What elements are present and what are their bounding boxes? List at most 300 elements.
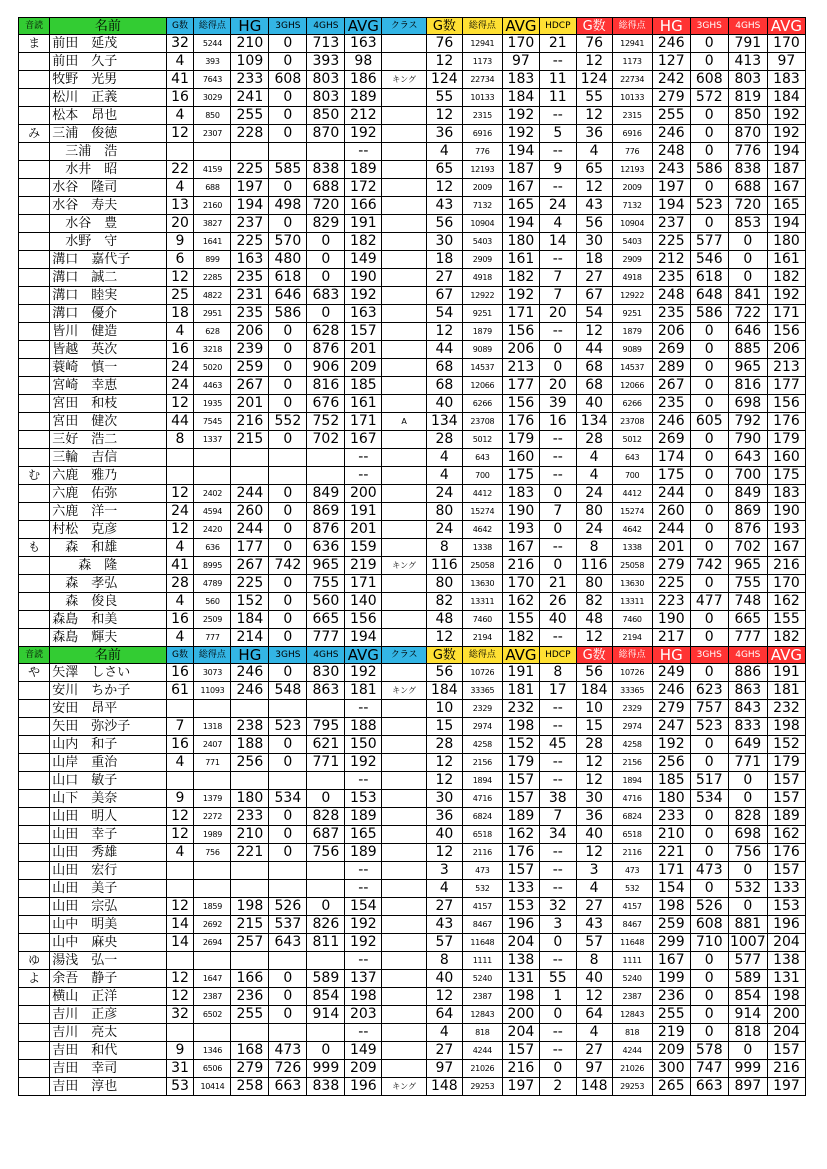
class-cell <box>382 970 427 988</box>
initial-cell <box>19 1078 50 1096</box>
4g-high-series-3-cell: 999 <box>728 1060 767 1078</box>
header-hg1: HG <box>231 18 269 35</box>
average-2-cell: 152 <box>502 736 539 754</box>
4g-high-series-3-cell: 869 <box>728 503 767 521</box>
games-cell: 16 <box>166 341 194 359</box>
high-game-3-cell: 260 <box>652 503 690 521</box>
name-cell: 安田 昂平 <box>50 700 166 718</box>
high-game-cell: 215 <box>231 916 269 934</box>
name-cell: 山中 明美 <box>50 916 166 934</box>
high-game-3-cell: 175 <box>652 467 690 485</box>
games-cell: 31 <box>166 1060 194 1078</box>
total-points-3-cell: 33365 <box>612 682 652 700</box>
average-cell: 163 <box>345 305 382 323</box>
class-cell <box>382 53 427 71</box>
high-game-cell <box>231 772 269 790</box>
high-game-3-cell: 269 <box>652 431 690 449</box>
initial-cell <box>19 736 50 754</box>
4g-high-series-3-cell: 698 <box>728 826 767 844</box>
average-3-cell: 176 <box>767 413 805 431</box>
table-row <box>19 1006 806 1024</box>
total-points-2-cell: 5403 <box>462 233 502 251</box>
total-points-cell: 1647 <box>194 970 231 988</box>
4g-high-series-3-cell: 0 <box>728 898 767 916</box>
3g-high-series-3-cell: 0 <box>690 521 728 539</box>
initial-cell: よ <box>19 970 50 988</box>
4g-high-series-cell: 828 <box>307 808 345 826</box>
total-points-2-cell: 643 <box>462 449 502 467</box>
3g-high-series-3-cell: 757 <box>690 700 728 718</box>
name-cell: 皆越 英次 <box>50 341 166 359</box>
class-cell <box>382 233 427 251</box>
handicap-cell: 9 <box>539 161 576 179</box>
average-2-cell: 165 <box>502 197 539 215</box>
4g-high-series-cell: 560 <box>307 593 345 611</box>
games-2-cell: 80 <box>426 503 462 521</box>
3g-high-series-3-cell: 477 <box>690 593 728 611</box>
handicap-cell: 0 <box>539 485 576 503</box>
3g-high-series-cell: 586 <box>269 305 307 323</box>
4g-high-series-3-cell: 0 <box>728 772 767 790</box>
games-3-cell: 4 <box>576 1024 612 1042</box>
games-2-cell: 12 <box>426 629 462 647</box>
high-game-cell: 259 <box>231 359 269 377</box>
table-row <box>19 862 806 880</box>
class-cell <box>382 844 427 862</box>
games-2-cell: 82 <box>426 593 462 611</box>
table-row <box>19 233 806 251</box>
initial-cell <box>19 89 50 107</box>
average-2-cell: 192 <box>502 287 539 305</box>
handicap-cell: -- <box>539 862 576 880</box>
high-game-cell: 216 <box>231 413 269 431</box>
handicap-cell: 32 <box>539 898 576 916</box>
total-points-cell: 628 <box>194 323 231 341</box>
handicap-cell: 7 <box>539 808 576 826</box>
table-row <box>19 826 806 844</box>
handicap-cell: -- <box>539 844 576 862</box>
games-cell: 4 <box>166 107 194 125</box>
3g-high-series-3-cell: 0 <box>690 808 728 826</box>
games-2-cell: 12 <box>426 844 462 862</box>
table-row <box>19 53 806 71</box>
average-3-cell: 193 <box>767 521 805 539</box>
games-3-cell: 8 <box>576 539 612 557</box>
class-cell <box>382 934 427 952</box>
total-points-2-cell: 23708 <box>462 413 502 431</box>
4g-high-series-cell <box>307 467 345 485</box>
average-2-cell: 138 <box>502 952 539 970</box>
initial-cell <box>19 251 50 269</box>
table-row <box>19 161 806 179</box>
total-points-cell <box>194 952 231 970</box>
header-g4hs3: 4GHS <box>728 647 767 664</box>
games-3-cell: 65 <box>576 161 612 179</box>
header-avg1: AVG <box>345 647 382 664</box>
initial-cell <box>19 215 50 233</box>
total-points-2-cell: 4157 <box>462 898 502 916</box>
games-3-cell: 12 <box>576 754 612 772</box>
3g-high-series-3-cell: 608 <box>690 71 728 89</box>
3g-high-series-cell: 0 <box>269 503 307 521</box>
games-cell: 7 <box>166 718 194 736</box>
high-game-cell: 235 <box>231 269 269 287</box>
high-game-3-cell: 199 <box>652 970 690 988</box>
games-2-cell: 12 <box>426 772 462 790</box>
games-3-cell: 28 <box>576 431 612 449</box>
games-3-cell: 18 <box>576 251 612 269</box>
total-points-2-cell: 2009 <box>462 179 502 197</box>
4g-high-series-3-cell: 838 <box>728 161 767 179</box>
total-points-cell: 7643 <box>194 71 231 89</box>
games-2-cell: 4 <box>426 467 462 485</box>
games-3-cell: 80 <box>576 575 612 593</box>
total-points-cell: 1935 <box>194 395 231 413</box>
average-3-cell: 216 <box>767 1060 805 1078</box>
high-game-cell: 188 <box>231 736 269 754</box>
games-cell: 8 <box>166 431 194 449</box>
games-3-cell: 12 <box>576 844 612 862</box>
high-game-cell: 237 <box>231 215 269 233</box>
total-points-3-cell: 2329 <box>612 700 652 718</box>
total-points-2-cell: 1894 <box>462 772 502 790</box>
4g-high-series-cell: 803 <box>307 89 345 107</box>
4g-high-series-cell: 589 <box>307 970 345 988</box>
high-game-3-cell: 225 <box>652 233 690 251</box>
header-initial: 音読 <box>19 647 50 664</box>
4g-high-series-3-cell: 698 <box>728 395 767 413</box>
handicap-cell: 40 <box>539 611 576 629</box>
average-2-cell: 176 <box>502 413 539 431</box>
total-points-cell: 6506 <box>194 1060 231 1078</box>
initial-cell <box>19 197 50 215</box>
4g-high-series-cell: 795 <box>307 718 345 736</box>
4g-high-series-3-cell: 885 <box>728 341 767 359</box>
average-3-cell: 171 <box>767 305 805 323</box>
games-2-cell: 4 <box>426 449 462 467</box>
total-points-cell: 3073 <box>194 664 231 682</box>
high-game-3-cell: 210 <box>652 826 690 844</box>
name-cell: 村松 克彦 <box>50 521 166 539</box>
class-cell <box>382 143 427 161</box>
high-game-cell: 267 <box>231 557 269 575</box>
4g-high-series-3-cell: 0 <box>728 862 767 880</box>
total-points-2-cell: 2194 <box>462 629 502 647</box>
3g-high-series-cell: 726 <box>269 1060 307 1078</box>
average-3-cell: 152 <box>767 736 805 754</box>
4g-high-series-3-cell: 577 <box>728 952 767 970</box>
handicap-cell: -- <box>539 880 576 898</box>
games-3-cell: 184 <box>576 682 612 700</box>
table-row <box>19 35 806 53</box>
4g-high-series-3-cell: 881 <box>728 916 767 934</box>
4g-high-series-cell: 665 <box>307 611 345 629</box>
4g-high-series-cell: 999 <box>307 1060 345 1078</box>
4g-high-series-3-cell: 755 <box>728 575 767 593</box>
high-game-3-cell: 259 <box>652 916 690 934</box>
average-3-cell: 187 <box>767 161 805 179</box>
header-cls: クラス <box>382 647 427 664</box>
total-points-3-cell: 2387 <box>612 988 652 1006</box>
3g-high-series-3-cell: 0 <box>690 125 728 143</box>
average-cell: 98 <box>345 53 382 71</box>
initial-cell <box>19 1006 50 1024</box>
high-game-cell: 267 <box>231 377 269 395</box>
games-3-cell: 4 <box>576 143 612 161</box>
name-cell: 牧野 光男 <box>50 71 166 89</box>
handicap-cell: -- <box>539 179 576 197</box>
games-2-cell: 4 <box>426 1024 462 1042</box>
total-points-2-cell: 2974 <box>462 718 502 736</box>
total-points-2-cell: 12066 <box>462 377 502 395</box>
total-points-3-cell: 6824 <box>612 808 652 826</box>
average-cell: 137 <box>345 970 382 988</box>
average-cell: 194 <box>345 629 382 647</box>
handicap-cell: -- <box>539 1042 576 1060</box>
4g-high-series-cell: 816 <box>307 377 345 395</box>
total-points-2-cell: 2315 <box>462 107 502 125</box>
average-3-cell: 194 <box>767 215 805 233</box>
high-game-3-cell: 267 <box>652 377 690 395</box>
average-cell: 156 <box>345 611 382 629</box>
4g-high-series-cell: 636 <box>307 539 345 557</box>
initial-cell <box>19 521 50 539</box>
average-cell: 165 <box>345 826 382 844</box>
name-cell: 山田 明人 <box>50 808 166 826</box>
average-3-cell: 97 <box>767 53 805 71</box>
3g-high-series-cell: 0 <box>269 808 307 826</box>
average-3-cell: 180 <box>767 233 805 251</box>
games-3-cell: 116 <box>576 557 612 575</box>
3g-high-series-3-cell: 747 <box>690 1060 728 1078</box>
total-points-3-cell: 4716 <box>612 790 652 808</box>
4g-high-series-3-cell: 413 <box>728 53 767 71</box>
average-2-cell: 182 <box>502 629 539 647</box>
total-points-2-cell: 1111 <box>462 952 502 970</box>
3g-high-series-cell: 663 <box>269 1078 307 1096</box>
table-row <box>19 197 806 215</box>
4g-high-series-cell: 628 <box>307 323 345 341</box>
average-cell: 192 <box>345 664 382 682</box>
name-cell: 山田 美子 <box>50 880 166 898</box>
name-cell: 山田 秀雄 <box>50 844 166 862</box>
4g-high-series-cell <box>307 449 345 467</box>
table-row <box>19 323 806 341</box>
4g-high-series-cell: 0 <box>307 305 345 323</box>
handicap-cell: -- <box>539 754 576 772</box>
header-hg1: HG <box>231 647 269 664</box>
average-3-cell: 162 <box>767 593 805 611</box>
handicap-cell: 38 <box>539 790 576 808</box>
class-cell: キング <box>382 682 427 700</box>
average-3-cell: 179 <box>767 754 805 772</box>
total-points-3-cell: 700 <box>612 467 652 485</box>
average-cell: 192 <box>345 916 382 934</box>
3g-high-series-3-cell: 0 <box>690 880 728 898</box>
games-3-cell: 40 <box>576 970 612 988</box>
header-avg3: AVG <box>767 647 805 664</box>
total-points-2-cell: 14537 <box>462 359 502 377</box>
high-game-cell: 246 <box>231 664 269 682</box>
4g-high-series-3-cell: 897 <box>728 1078 767 1096</box>
average-3-cell: 177 <box>767 377 805 395</box>
3g-high-series-cell: 526 <box>269 898 307 916</box>
handicap-cell: 14 <box>539 233 576 251</box>
4g-high-series-3-cell: 841 <box>728 287 767 305</box>
total-points-3-cell: 12941 <box>612 35 652 53</box>
average-3-cell: 197 <box>767 1078 805 1096</box>
handicap-cell: 34 <box>539 826 576 844</box>
high-game-cell: 235 <box>231 305 269 323</box>
3g-high-series-3-cell: 0 <box>690 323 728 341</box>
name-cell: 溝口 嘉代子 <box>50 251 166 269</box>
total-points-2-cell: 4642 <box>462 521 502 539</box>
total-points-3-cell: 10133 <box>612 89 652 107</box>
3g-high-series-3-cell: 577 <box>690 233 728 251</box>
initial-cell <box>19 179 50 197</box>
total-points-cell: 10414 <box>194 1078 231 1096</box>
total-points-cell: 2509 <box>194 611 231 629</box>
average-cell: 201 <box>345 341 382 359</box>
high-game-cell: 221 <box>231 844 269 862</box>
average-cell: 189 <box>345 844 382 862</box>
games-2-cell: 28 <box>426 736 462 754</box>
average-cell: 149 <box>345 251 382 269</box>
name-cell: 三好 浩二 <box>50 431 166 449</box>
name-cell: 矢田 弥沙子 <box>50 718 166 736</box>
total-points-3-cell: 1173 <box>612 53 652 71</box>
games-2-cell: 12 <box>426 988 462 1006</box>
average-3-cell: 157 <box>767 862 805 880</box>
games-3-cell: 12 <box>576 988 612 1006</box>
high-game-cell: 210 <box>231 826 269 844</box>
class-cell <box>382 1006 427 1024</box>
total-points-3-cell: 12193 <box>612 161 652 179</box>
high-game-3-cell: 201 <box>652 539 690 557</box>
average-cell: 153 <box>345 790 382 808</box>
4g-high-series-cell: 876 <box>307 341 345 359</box>
handicap-cell: -- <box>539 251 576 269</box>
high-game-3-cell: 223 <box>652 593 690 611</box>
games-cell: 24 <box>166 503 194 521</box>
games-2-cell: 54 <box>426 305 462 323</box>
name-cell: 吉田 和代 <box>50 1042 166 1060</box>
3g-high-series-cell: 0 <box>269 1006 307 1024</box>
total-points-2-cell: 10726 <box>462 664 502 682</box>
table-row <box>19 557 806 575</box>
handicap-cell: 7 <box>539 287 576 305</box>
3g-high-series-cell: 0 <box>269 754 307 772</box>
4g-high-series-cell: 914 <box>307 1006 345 1024</box>
4g-high-series-cell: 965 <box>307 557 345 575</box>
initial-cell: ゆ <box>19 952 50 970</box>
total-points-cell: 4463 <box>194 377 231 395</box>
high-game-3-cell: 265 <box>652 1078 690 1096</box>
games-3-cell: 56 <box>576 215 612 233</box>
table-row <box>19 1042 806 1060</box>
initial-cell: み <box>19 125 50 143</box>
class-cell <box>382 305 427 323</box>
3g-high-series-3-cell: 0 <box>690 1024 728 1042</box>
3g-high-series-cell: 570 <box>269 233 307 251</box>
name-cell: 溝口 誠二 <box>50 269 166 287</box>
high-game-3-cell: 255 <box>652 107 690 125</box>
3g-high-series-3-cell: 523 <box>690 197 728 215</box>
table-row <box>19 611 806 629</box>
3g-high-series-3-cell: 0 <box>690 341 728 359</box>
average-2-cell: 216 <box>502 1060 539 1078</box>
average-cell: 189 <box>345 161 382 179</box>
initial-cell <box>19 323 50 341</box>
games-cell <box>166 952 194 970</box>
high-game-cell: 214 <box>231 629 269 647</box>
average-2-cell: 167 <box>502 179 539 197</box>
handicap-cell: 20 <box>539 305 576 323</box>
high-game-cell: 177 <box>231 539 269 557</box>
average-2-cell: 204 <box>502 1024 539 1042</box>
total-points-2-cell: 2116 <box>462 844 502 862</box>
3g-high-series-cell <box>269 1024 307 1042</box>
high-game-cell: 197 <box>231 179 269 197</box>
average-2-cell: 198 <box>502 718 539 736</box>
4g-high-series-cell: 854 <box>307 988 345 1006</box>
high-game-3-cell: 242 <box>652 71 690 89</box>
3g-high-series-cell: 0 <box>269 323 307 341</box>
class-cell <box>382 826 427 844</box>
total-points-cell: 771 <box>194 754 231 772</box>
initial-cell <box>19 485 50 503</box>
name-cell: 皆川 健造 <box>50 323 166 341</box>
total-points-3-cell: 12922 <box>612 287 652 305</box>
name-cell: 余吾 静子 <box>50 970 166 988</box>
games-cell: 12 <box>166 898 194 916</box>
name-cell: 三輪 吉信 <box>50 449 166 467</box>
4g-high-series-3-cell: 771 <box>728 754 767 772</box>
high-game-cell: 244 <box>231 521 269 539</box>
average-2-cell: 97 <box>502 53 539 71</box>
4g-high-series-cell: 393 <box>307 53 345 71</box>
total-points-cell: 1641 <box>194 233 231 251</box>
total-points-3-cell: 1879 <box>612 323 652 341</box>
total-points-2-cell: 10133 <box>462 89 502 107</box>
average-3-cell: 175 <box>767 467 805 485</box>
average-cell: 196 <box>345 1078 382 1096</box>
3g-high-series-3-cell: 473 <box>690 862 728 880</box>
high-game-3-cell: 235 <box>652 269 690 287</box>
name-cell: 松川 正義 <box>50 89 166 107</box>
3g-high-series-cell: 646 <box>269 287 307 305</box>
handicap-cell: -- <box>539 718 576 736</box>
total-points-cell: 2402 <box>194 485 231 503</box>
total-points-cell: 2951 <box>194 305 231 323</box>
total-points-cell: 2160 <box>194 197 231 215</box>
class-cell <box>382 629 427 647</box>
average-2-cell: 206 <box>502 341 539 359</box>
total-points-2-cell: 532 <box>462 880 502 898</box>
class-cell <box>382 107 427 125</box>
class-cell: キング <box>382 71 427 89</box>
header-g3hs: 3GHS <box>269 18 307 35</box>
high-game-cell: 152 <box>231 593 269 611</box>
average-2-cell: 167 <box>502 539 539 557</box>
games-2-cell: 40 <box>426 970 462 988</box>
class-cell <box>382 952 427 970</box>
high-game-cell: 184 <box>231 611 269 629</box>
high-game-3-cell: 279 <box>652 557 690 575</box>
high-game-cell: 210 <box>231 35 269 53</box>
games-2-cell: 76 <box>426 35 462 53</box>
average-cell: 149 <box>345 1042 382 1060</box>
